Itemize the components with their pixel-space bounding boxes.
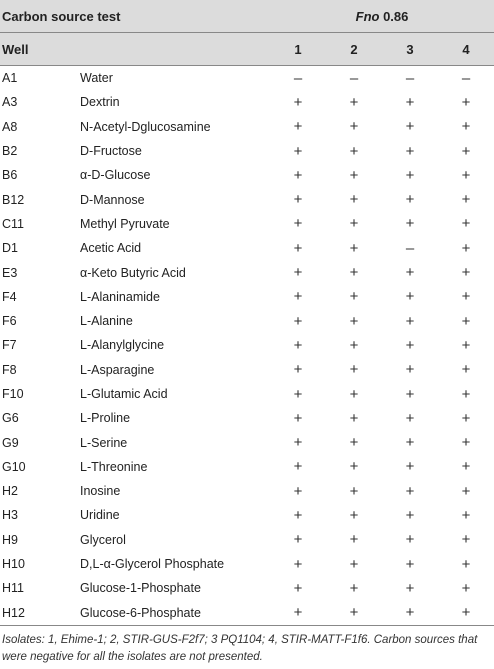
table-row [0,260,494,284]
table-row [0,309,494,333]
result-cell: + [461,93,471,111]
result-cell: + [461,215,471,233]
result-cell: + [405,361,415,379]
result-cell: + [349,458,359,476]
result-cell: + [405,93,415,111]
fno-suffix: 0.86 [379,8,409,24]
result-cell: + [405,385,415,403]
well-cell: F7 [2,338,17,353]
result-cell: + [349,336,359,354]
result-cell: + [405,118,415,136]
isolate-col-2: 2 [326,33,382,66]
well-cell: E3 [2,265,18,280]
result-cell: – [461,69,471,87]
source-cell: Water [80,71,113,86]
source-cell: α-D-Glucose [80,168,151,183]
table-row [0,115,494,139]
result-cell: + [461,409,471,427]
table-row [0,90,494,114]
result-cell: + [461,142,471,160]
source-cell: Acetic Acid [80,241,142,256]
result-cell: + [405,555,415,573]
source-cell: L-Glutamic Acid [80,387,168,401]
well-cell: H3 [2,508,18,523]
table-row [0,333,494,357]
result-cell: + [405,482,415,500]
table-row [0,503,494,527]
result-cell: + [461,118,471,136]
table-row [0,212,494,236]
result-cell: – [349,69,359,87]
result-cell: + [382,601,438,626]
result-cell: + [293,142,303,160]
well-cell: F6 [2,314,17,329]
well-cell: H12 [0,601,80,626]
result-cell: + [461,312,471,330]
footnote: Isolates: 1, Ehime-1; 2, STIR-GUS-F2f7; 3 PQ1104; 4, STIR-MATT-F1f6. Carbon sources that were negative for all the isolates are not presented. [2,633,478,663]
result-cell: + [405,531,415,549]
result-cell: + [293,166,303,184]
result-cell: + [405,506,415,524]
result-cell: + [293,531,303,549]
source-cell: D-Fructose [80,144,142,159]
table-row [0,430,494,454]
well-cell: A3 [2,95,18,110]
table-row [0,163,494,187]
source-cell: Glucose-1-Phosphate [80,581,201,596]
source-cell: Inosine [80,484,121,499]
result-cell: + [293,385,303,403]
source-cell: L-Alanylglycine [80,338,165,353]
result-cell: + [349,312,359,330]
result-cell: + [349,506,359,524]
result-cell: + [461,288,471,306]
header-row-2 [0,33,494,66]
result-cell: + [461,191,471,209]
result-cell: + [349,264,359,282]
table-row [0,479,494,503]
result-cell: + [349,118,359,136]
result-cell: + [461,336,471,354]
well-cell: A1 [2,71,18,86]
result-cell: + [461,434,471,452]
result-cell: + [349,215,359,233]
well-cell: A8 [2,119,18,134]
result-cell: + [405,166,415,184]
result-cell: + [349,239,359,257]
well-cell: H11 [2,581,25,596]
well-cell: B6 [2,168,18,183]
result-cell: + [293,555,303,573]
table-row [0,236,494,260]
result-cell: + [349,531,359,549]
table-row [0,455,494,479]
well-header: Well [0,33,270,66]
source-cell: Dextrin [80,95,120,110]
table-row [0,552,494,576]
result-cell: + [461,506,471,524]
source-cell: L-Serine [80,435,128,450]
fno-prefix: Fno [355,8,380,24]
result-cell: + [349,385,359,403]
result-cell: + [349,409,359,427]
isolate-col-4: 4 [438,33,494,66]
result-cell: + [461,361,471,379]
result-cell: + [293,264,303,282]
well-cell: D1 [2,241,18,256]
well-cell: F10 [2,387,24,401]
table-row [0,139,494,163]
source-cell: D,L-α-Glycerol Phosphate [80,557,225,572]
result-cell: + [405,142,415,160]
result-cell: + [349,142,359,160]
result-cell: + [405,312,415,330]
well-cell: G6 [2,411,19,426]
result-cell: + [293,215,303,233]
table-row [0,576,494,600]
well-cell: B2 [2,144,18,159]
result-cell: + [405,458,415,476]
result-cell: + [461,579,471,597]
well-cell: F8 [2,362,17,377]
result-cell: + [461,385,471,403]
result-cell: + [270,601,326,626]
well-cell: G9 [2,435,19,450]
well-cell: C11 [2,216,25,231]
result-cell: + [293,191,303,209]
result-cell: + [405,191,415,209]
result-cell: + [349,191,359,209]
result-cell: + [293,579,303,597]
result-cell: + [349,434,359,452]
source-cell: L-Alanine [80,314,133,329]
source-cell: Uridine [80,508,120,523]
well-cell: H9 [2,532,18,547]
col-group-label: Carbon source test [0,0,270,33]
result-cell: + [293,312,303,330]
result-cell: – [405,69,415,87]
result-cell: + [293,118,303,136]
result-cell: + [293,288,303,306]
result-cell: – [405,239,415,257]
source-cell: D-Mannose [80,192,145,207]
result-cell: + [461,531,471,549]
source-cell: L-Asparagine [80,362,155,377]
result-cell: + [405,264,415,282]
result-cell: + [349,288,359,306]
result-cell: + [293,93,303,111]
result-cell: + [293,506,303,524]
result-cell: – [293,69,303,87]
result-cell: + [405,288,415,306]
result-cell: + [293,239,303,257]
table-row [0,528,494,552]
result-cell: + [349,93,359,111]
result-cell: + [461,239,471,257]
source-cell: Methyl Pyruvate [80,216,170,231]
header-row-1 [0,0,494,33]
result-cell: + [461,458,471,476]
result-cell: + [405,434,415,452]
result-cell: + [405,409,415,427]
source-cell: N-Acetyl-Dglucosamine [80,119,211,134]
result-cell: + [293,434,303,452]
table-row [0,285,494,309]
table-row [0,601,494,626]
table-row [0,358,494,382]
table-row [0,187,494,211]
result-cell: + [461,166,471,184]
source-cell: L-Threonine [80,459,148,474]
result-cell: + [438,601,494,626]
result-cell: + [293,482,303,500]
source-cell: L-Alaninamide [80,289,160,304]
well-cell: G10 [2,459,26,474]
result-cell: + [461,555,471,573]
result-cell: + [349,361,359,379]
result-cell: + [293,361,303,379]
well-cell: H2 [2,484,18,499]
result-cell: + [293,336,303,354]
result-cell: + [293,458,303,476]
fno-header [270,0,494,33]
result-cell: + [405,215,415,233]
result-cell: + [349,555,359,573]
isolate-col-1: 1 [270,33,326,66]
source-cell: α-Keto Butyric Acid [80,265,186,280]
result-cell: + [349,166,359,184]
table-row [0,66,494,91]
result-cell: + [461,482,471,500]
table-row [0,406,494,430]
result-cell: + [293,409,303,427]
table-row [0,382,494,406]
result-cell: + [349,579,359,597]
table-body [0,66,494,626]
result-cell: + [326,601,382,626]
source-cell: L-Proline [80,411,131,426]
result-cell: + [349,482,359,500]
well-cell: F4 [2,289,17,304]
result-cell: + [461,264,471,282]
well-cell: H10 [2,557,25,572]
well-cell: B12 [2,192,25,207]
isolate-col-3: 3 [382,33,438,66]
result-cell: + [405,579,415,597]
result-cell: + [405,336,415,354]
source-cell: Glucose-6-Phosphate [80,601,270,626]
source-cell: Glycerol [80,532,126,547]
